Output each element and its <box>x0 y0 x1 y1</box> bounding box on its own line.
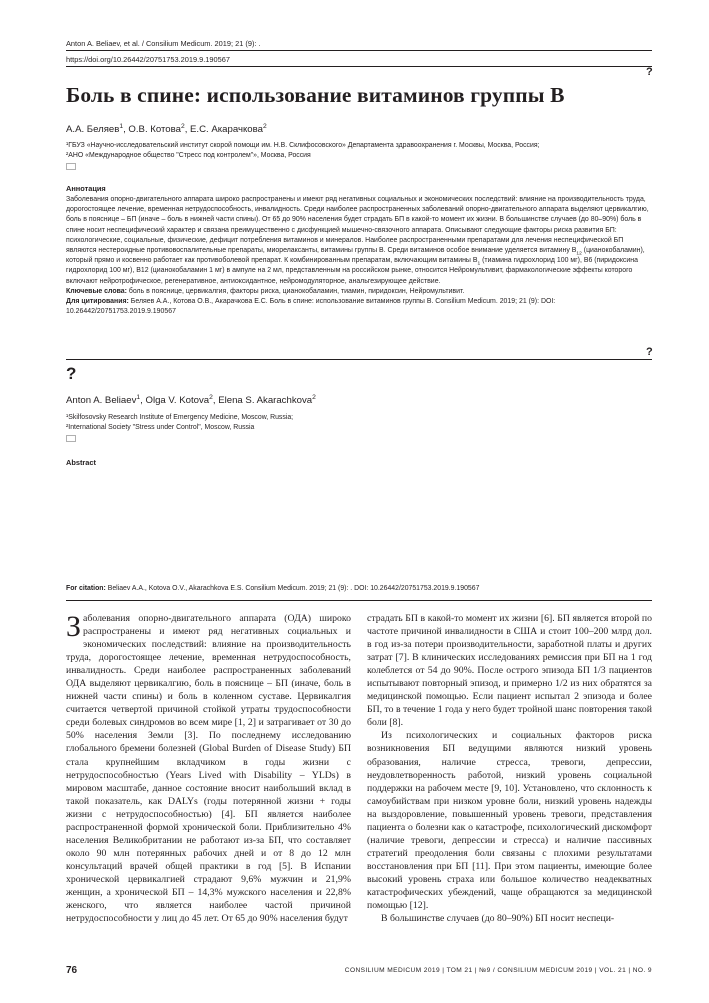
missing-glyph-mark: ? <box>646 66 653 78</box>
header-rule-bottom <box>66 66 652 67</box>
author-affiliation-sup: 2 <box>209 393 213 401</box>
doi-link[interactable]: https://doi.org/10.26442/20751753.2019.9.190567 <box>66 55 230 64</box>
drop-cap: З <box>66 610 82 643</box>
journal-footer: CONSILIUM MEDICUM 2019 | ТОМ 21 | №9 / CONSILIUM MEDICUM 2019 | VOL. 21 | NO. 9 <box>344 967 652 974</box>
article-title-en: ? <box>66 364 77 383</box>
author-name: А.А. Беляев <box>66 124 120 135</box>
missing-glyph-mark: ? <box>646 346 653 358</box>
author-affiliation-sup: 2 <box>262 122 267 130</box>
abstract-heading-en: Abstract <box>66 458 96 467</box>
author-affiliation-sup: 2 <box>312 393 316 401</box>
author-affiliation-sup: 2 <box>180 122 185 130</box>
abstract-heading-ru: Аннотация <box>66 184 106 193</box>
abstract-ru <box>66 195 652 317</box>
authors-ru <box>66 124 267 135</box>
citation-rule <box>66 600 652 601</box>
envelope-icon <box>66 163 76 170</box>
affiliation-2-ru: ²АНО «Международное общество "Стресс под контролем"», Москва, Россия <box>66 152 311 159</box>
running-head: Anton A. Beliaev, et al. / Consilium Medicum. 2019; 21 (9): . <box>66 39 261 48</box>
author-name: , Olga V. Kotova <box>140 395 210 406</box>
envelope-icon <box>66 435 76 442</box>
author-name: , О.В. Котова <box>123 124 181 135</box>
header-rule-top <box>66 50 652 51</box>
author-name: , Elena S. Akarachkova <box>212 395 313 406</box>
body-column-left <box>66 612 351 925</box>
body-paragraph: страдать БП в какой-то момент их жизни [6]. БП является второй по частоте причиной инвалидности в США и стоит 100–200 млрд дол. в год из-за потери производительности, заработной платы и других затрат [7]. В клинических исследованиях ремиссия при БП на 1 год колеблется от 54 до 90%. После острого эпизода БП 1/3 пациентов испытывают повторный эпизод, и примерно 1/2 из них обратятся за медицинской помощью. Если пациент испытал 2 эпизода и более БП, то в течение 1 года у него будет тройной шанс повторения такой боли [8]. <box>367 613 652 729</box>
author-name: Anton A. Beliaev <box>66 395 137 406</box>
keywords-ru: Ключевые слова: боль в пояснице, цервикалгия, факторы риска, цианокобаламин, тиамин, пиридоксин, Нейромультивит. <box>66 287 465 295</box>
affiliation-1-ru: ¹ГБУЗ «Научно-исследовательский институт скорой помощи им. Н.В. Склифосовского» Департамента здравоохранения г. Москвы, Москва, Россия; <box>66 142 540 149</box>
abstract-paragraph: Заболевания опорно-двигательного аппарата широко распространены и имеют ряд негативных социальных и экономических последствий: влияние на производительность труда, дорогостоящее лечение, временная нетрудоспособность, инвалидность. Среди наиболее распространенных заболеваний опорно-двигательного аппарата выделяют цервикалгию, боль в пояснице – БП (иначе – боль в нижней части спины). От 65 до 90% населения будет страдать БП в какой-то момент их жизни. В большинстве случаев (до 80–90%) боль в спине носит неспецифический характер и связана преимущественно с дисфункцией мышечно-связочного аппарата. Описывают следующие факторы риска развития БП: психологические, социальные, физические, дефицит потребления витаминов и минералов. Наиболее распространенными препаратами для лечения неспецифической БП являются нестероидные противовоспалительные препараты, миорелаксанты, витамины группы В. Среди витаминов особое внимание уделяется витамину $B_{12}$ (цианокобаламин), который прямо и косвенно работает как противоболевой препарат. К комбинированным препаратам, включающим витамины $B_1$ (тиамина гидрохлорид 100 мг), B6 (пиридоксина гидрохлорид 100 мг), B12 (цианокобаламин 1 мг) в ампуле на 2 мл, представленным на российском рынке, относится Нейромультивит, фармакологические эффекты которого включают нейротрофическое, регенеративное, антиоксидантное, нейромодуляторное, анальгезирующее действие. <box>66 196 649 285</box>
page-number: 76 <box>66 965 78 976</box>
section-rule <box>66 359 652 360</box>
author-affiliation-sup: 1 <box>119 122 124 130</box>
author-affiliation-sup: 1 <box>136 393 141 401</box>
citation-en: For citation: Beliaev A.A., Kotova O.V., Akarachkova E.S. Consilium Medicum. 2019; 21 (9): . DOI: 10.26442/20751753.2019.9.190567 <box>66 585 480 592</box>
author-name: , Е.С. Акарачкова <box>184 124 263 135</box>
article-title-ru: Боль в спине: использование витаминов группы В <box>66 83 565 107</box>
citation-ru: Для цитирования: Беляев А.А., Котова О.В., Акарачкова Е.С. Боль в спине: использование витаминов группы В. Consilium Medicum. 2019; 21 (9): DOI: 10.26442/20751753.2019.9.190567 <box>66 298 556 316</box>
affiliation-1-en: ¹Skilfosovsky Research Institute of Emergency Medicine, Moscow, Russia; <box>66 414 294 421</box>
authors-en <box>66 395 316 406</box>
body-paragraph: Из психологических и социальных факторов риска возникновения БП ведущими являются низкий уровень образования, наличие стресса, тревоги, депрессии, неудовлетворенность работой, низкий уровень социальной поддержки на рабочем месте [9, 10]. Установлено, что склонность к самоубийствам при низком уровне боли, низкий уровень надежды на выздоровление, повышенный уровень тревоги, представления пациента о болезни как о катастрофе, психологический дискомфорт (наличие тревоги, депрессии и стресса) и наличие пассивных стратегий преодоления боли связаны с плохими результатами восстановления при БП [11]. При этом пациенты, имеющие более высокий уровень страха или большое количество неадекватных катастрофических убеждений, чаще обращаются за медицинской помощью [12]. <box>367 730 652 912</box>
body-paragraph: Заболевания опорно-двигательного аппарата (ОДА) широко распространены и имеют ряд негативных социальных и экономических последствий: влияние на производительность труда, дорогостоящее лечение, временная нетрудоспособность, инвалидность. Среди наиболее распространенных заболеваний ОДА выделяют цервикалгию, боль в пояснице – БП (иначе, боль в нижней части спины) и боль в коленном суставе. Цервикалгия считается четвертой причиной стойкой утраты трудоспособности среди болевых синдромов во всем мире [1, 2] и затрагивает от 30 до 50% населения Земли [3]. По последнему исследованию глобального бремени болезней (Global Burden of Disease Study) БП стала крупнейшим вкладчиком в годы жизни с нетрудоспособностью (Years Lived with Disability – YLDs) в мировом масштабе, данное состояние вносит наибольший вклад в такой показатель, как DALYs (годы потерянной жизни + годы жизни с нетрудоспособностью) [4]. БП является наиболее распространенной формой хронической боли. Приблизительно 4% населения Великобритании не работают из-за БП, что составляет около 90 млн потерянных рабочих дней и от 8 до 12 млн консультаций врачей общей практики в год [5]. В Испании хронической цервикалгией страдают 9,6% мужчин и 21,9% женщин, а хронической БП – 14,3% мужского населения и 22,8% женского, что является наиболее частой причиной нетрудоспособности у лиц до 45 лет. От 65 до 90% населения будут <box>66 610 351 925</box>
body-paragraph: В большинстве случаев (до 80–90%) БП носит неспеци- <box>381 913 615 925</box>
body-column-right <box>367 612 652 925</box>
affiliation-2-en: ²International Society "Stress under Control", Moscow, Russia <box>66 424 255 431</box>
